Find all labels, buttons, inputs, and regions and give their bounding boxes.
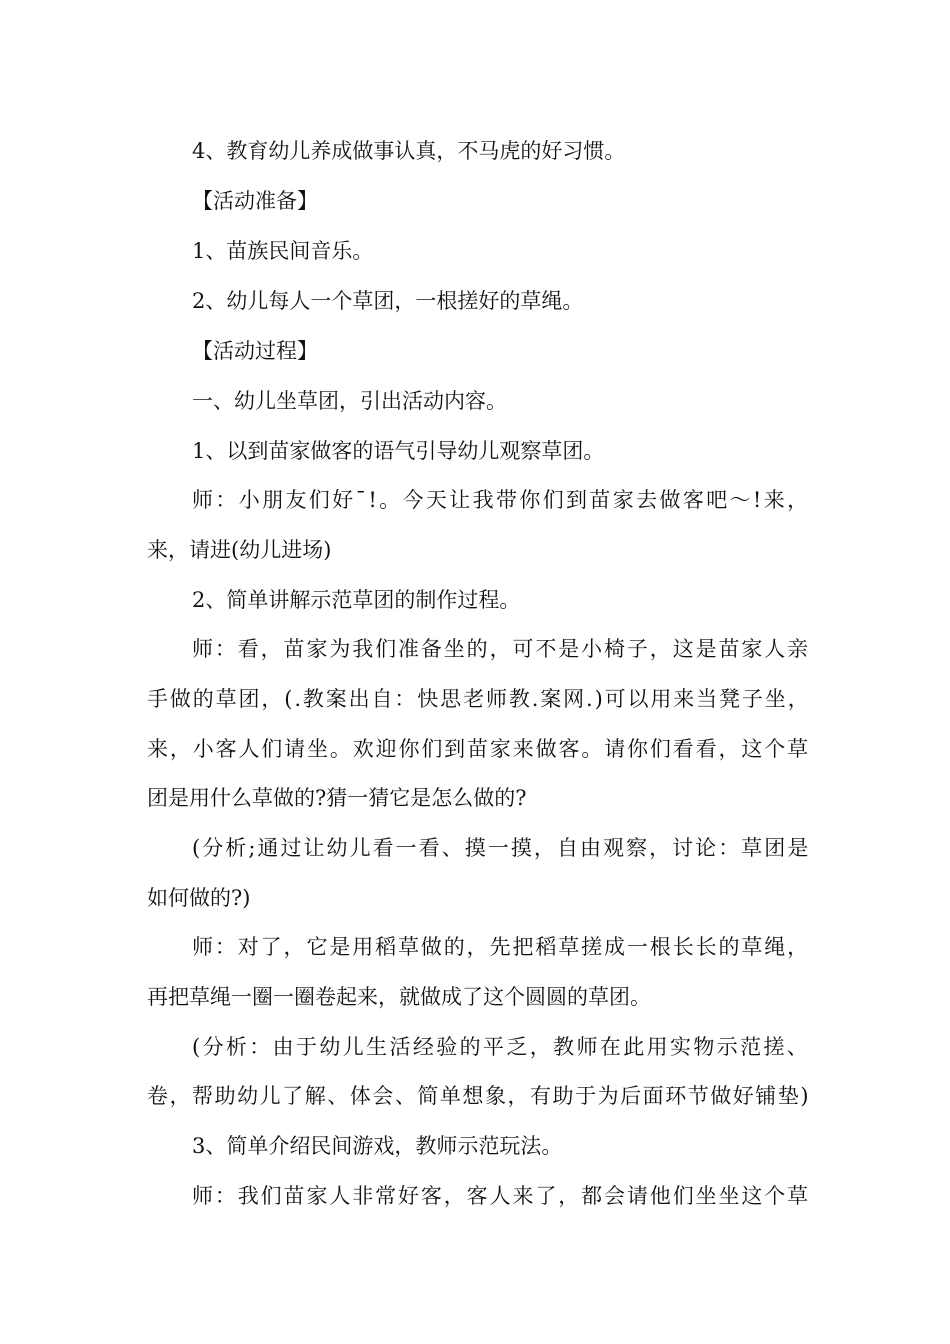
section-heading: 【活动准备】 xyxy=(192,189,318,213)
text-line: 师：对了，它是用稻草做的，先把稻草搓成一根长长的草绳， xyxy=(192,935,811,959)
text-line: 如何做的?) xyxy=(147,886,251,910)
text-line: 师：看，苗家为我们准备坐的，可不是小椅子，这是苗家人亲 xyxy=(192,637,811,661)
text-line: 4、教育幼儿养成做事认真，不马虎的好习惯。 xyxy=(192,139,626,163)
text-line: 卷，帮助幼儿了解、体会、简单想象，有助于为后面环节做好铺垫) xyxy=(147,1084,811,1108)
text-line: 手做的草团，(.教案出自：快思老师教.案网.)可以用来当凳子坐， xyxy=(147,687,811,711)
text-line: (分析;通过让幼儿看一看、摸一摸，自由观察，讨论：草团是 xyxy=(192,836,811,860)
text-line: 师：我们苗家人非常好客，客人来了，都会请他们坐坐这个草 xyxy=(192,1184,811,1208)
text-line: 一、幼儿坐草团，引出活动内容。 xyxy=(192,389,507,413)
text-line: 再把草绳一圈一圈卷起来，就做成了这个圆圆的草团。 xyxy=(147,985,651,1009)
section-heading: 【活动过程】 xyxy=(192,339,318,363)
text-line: 1、苗族民间音乐。 xyxy=(192,239,374,263)
text-line: 师：小朋友们好¯!。今天让我带你们到苗家去做客吧～!来， xyxy=(192,488,811,512)
text-line: 团是用什么草做的?猜一猜它是怎么做的? xyxy=(147,786,527,810)
text-line: 2、简单讲解示范草团的制作过程。 xyxy=(192,588,521,612)
text-line: 2、幼儿每人一个草团，一根搓好的草绳。 xyxy=(192,289,584,313)
text-line: 1、以到苗家做客的语气引导幼儿观察草团。 xyxy=(192,439,605,463)
text-line: 3、简单介绍民间游戏，教师示范玩法。 xyxy=(192,1134,563,1158)
text-line: (分析：由于幼儿生活经验的平乏，教师在此用实物示范搓、 xyxy=(192,1035,811,1059)
text-line: 来，请进(幼儿进场) xyxy=(147,538,332,562)
text-line: 来，小客人们请坐。欢迎你们到苗家来做客。请你们看看，这个草 xyxy=(147,737,810,761)
